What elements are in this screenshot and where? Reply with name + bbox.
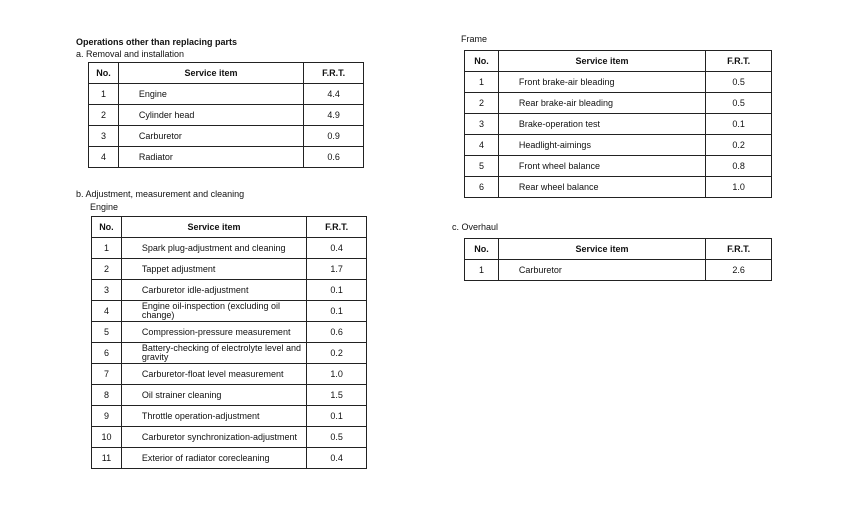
service-item-cell: Carburetor idle-adjustment [121,280,306,301]
frt-value-cell: 4.4 [304,84,364,105]
table-header-row [92,217,367,238]
frt-value-cell: 1.0 [706,177,772,198]
frame-table [464,50,772,198]
service-item-cell: Carburetor [498,260,705,281]
header-service-item: Service item [498,51,705,72]
service-item-cell: Radiator [118,147,303,168]
header-frt: F.R.T. [706,239,772,260]
row-number: 2 [465,93,499,114]
section-frame-label: Frame [461,34,488,44]
table-row [92,280,367,301]
frt-value-cell: 0.2 [307,343,367,364]
row-number: 2 [89,105,119,126]
table-header-row [89,63,364,84]
header-no: No. [465,239,499,260]
service-item-cell: Carburetor-float level measurement [121,364,306,385]
header-frt: F.R.T. [706,51,772,72]
service-item-cell: Throttle operation-adjustment [121,406,306,427]
table-header-row [465,51,772,72]
removal-table [88,62,364,168]
frt-value-cell: 0.5 [706,72,772,93]
header-service-item: Service item [121,217,306,238]
service-item-cell: Engine oil-inspection (excluding oil change) [121,301,306,322]
frt-value-cell: 0.2 [706,135,772,156]
frt-value-cell: 1.7 [307,259,367,280]
service-item-cell: Front wheel balance [498,156,705,177]
row-number: 4 [92,301,122,322]
row-number: 1 [465,260,499,281]
table-row [465,177,772,198]
table-row [465,93,772,114]
section-overhaul-label: c. Overhaul [452,222,499,232]
frt-value-cell: 0.1 [307,406,367,427]
service-item-cell: Rear wheel balance [498,177,705,198]
table-row [89,147,364,168]
frt-value-cell: 0.1 [307,280,367,301]
header-service-item: Service item [498,239,705,260]
overhaul-table [464,238,772,281]
table-row [465,156,772,177]
frt-value-cell: 1.0 [307,364,367,385]
frt-value-cell: 0.6 [307,322,367,343]
table-row [92,343,367,364]
row-number: 5 [92,322,122,343]
table-row [465,135,772,156]
service-item-cell: Compression-pressure measurement [121,322,306,343]
table-row [92,364,367,385]
table-row [92,259,367,280]
frt-value-cell: 0.1 [706,114,772,135]
service-item-cell: Spark plug-adjustment and cleaning [121,238,306,259]
table-row [89,84,364,105]
service-item-cell: Battery-checking of electrolyte level and gravity [121,343,306,364]
service-item-cell: Rear brake-air bleading [498,93,705,114]
table-row [465,114,772,135]
header-frt: F.R.T. [307,217,367,238]
service-item-cell: Front brake-air bleading [498,72,705,93]
service-item-cell: Carburetor [118,126,303,147]
row-number: 1 [89,84,119,105]
table-row [465,260,772,281]
header-no: No. [92,217,122,238]
table-header-row [465,239,772,260]
frt-value-cell: 1.5 [307,385,367,406]
section-adjustment-label: b. Adjustment, measurement and cleaning [76,189,245,199]
service-item-cell: Oil strainer cleaning [121,385,306,406]
table-row [92,448,367,469]
table-row [92,427,367,448]
row-number: 5 [465,156,499,177]
frt-value-cell: 0.9 [304,126,364,147]
row-number: 2 [92,259,122,280]
frt-value-cell: 0.4 [307,238,367,259]
row-number: 3 [89,126,119,147]
service-item-cell: Brake-operation test [498,114,705,135]
row-number: 9 [92,406,122,427]
table-row [92,322,367,343]
table-row [92,301,367,322]
row-number: 4 [89,147,119,168]
frt-value-cell: 0.5 [706,93,772,114]
row-number: 7 [92,364,122,385]
table-row [89,126,364,147]
frt-value-cell: 0.5 [307,427,367,448]
row-number: 8 [92,385,122,406]
frt-value-cell: 2.6 [706,260,772,281]
row-number: 3 [465,114,499,135]
adjustment-table [91,216,367,469]
frt-value-cell: 0.6 [304,147,364,168]
row-number: 11 [92,448,122,469]
service-item-cell: Exterior of radiator corecleaning [121,448,306,469]
section-removal-label: a. Removal and installation [76,49,185,59]
table-row [92,406,367,427]
header-no: No. [89,63,119,84]
service-item-cell: Cylinder head [118,105,303,126]
table-row [89,105,364,126]
header-service-item: Service item [118,63,303,84]
table-row [92,385,367,406]
frt-value-cell: 4.9 [304,105,364,126]
row-number: 1 [465,72,499,93]
service-item-cell: Tappet adjustment [121,259,306,280]
row-number: 3 [92,280,122,301]
page-title: Operations other than replacing parts [76,37,238,47]
section-adjustment-sublabel: Engine [90,202,119,212]
service-item-cell: Headlight-aimings [498,135,705,156]
service-item-cell: Engine [118,84,303,105]
frt-value-cell: 0.4 [307,448,367,469]
service-item-cell: Carburetor synchronization-adjustment [121,427,306,448]
row-number: 1 [92,238,122,259]
row-number: 10 [92,427,122,448]
row-number: 4 [465,135,499,156]
row-number: 6 [92,343,122,364]
frt-value-cell: 0.1 [307,301,367,322]
row-number: 6 [465,177,499,198]
frt-value-cell: 0.8 [706,156,772,177]
header-frt: F.R.T. [304,63,364,84]
table-row [465,72,772,93]
header-no: No. [465,51,499,72]
table-row [92,238,367,259]
